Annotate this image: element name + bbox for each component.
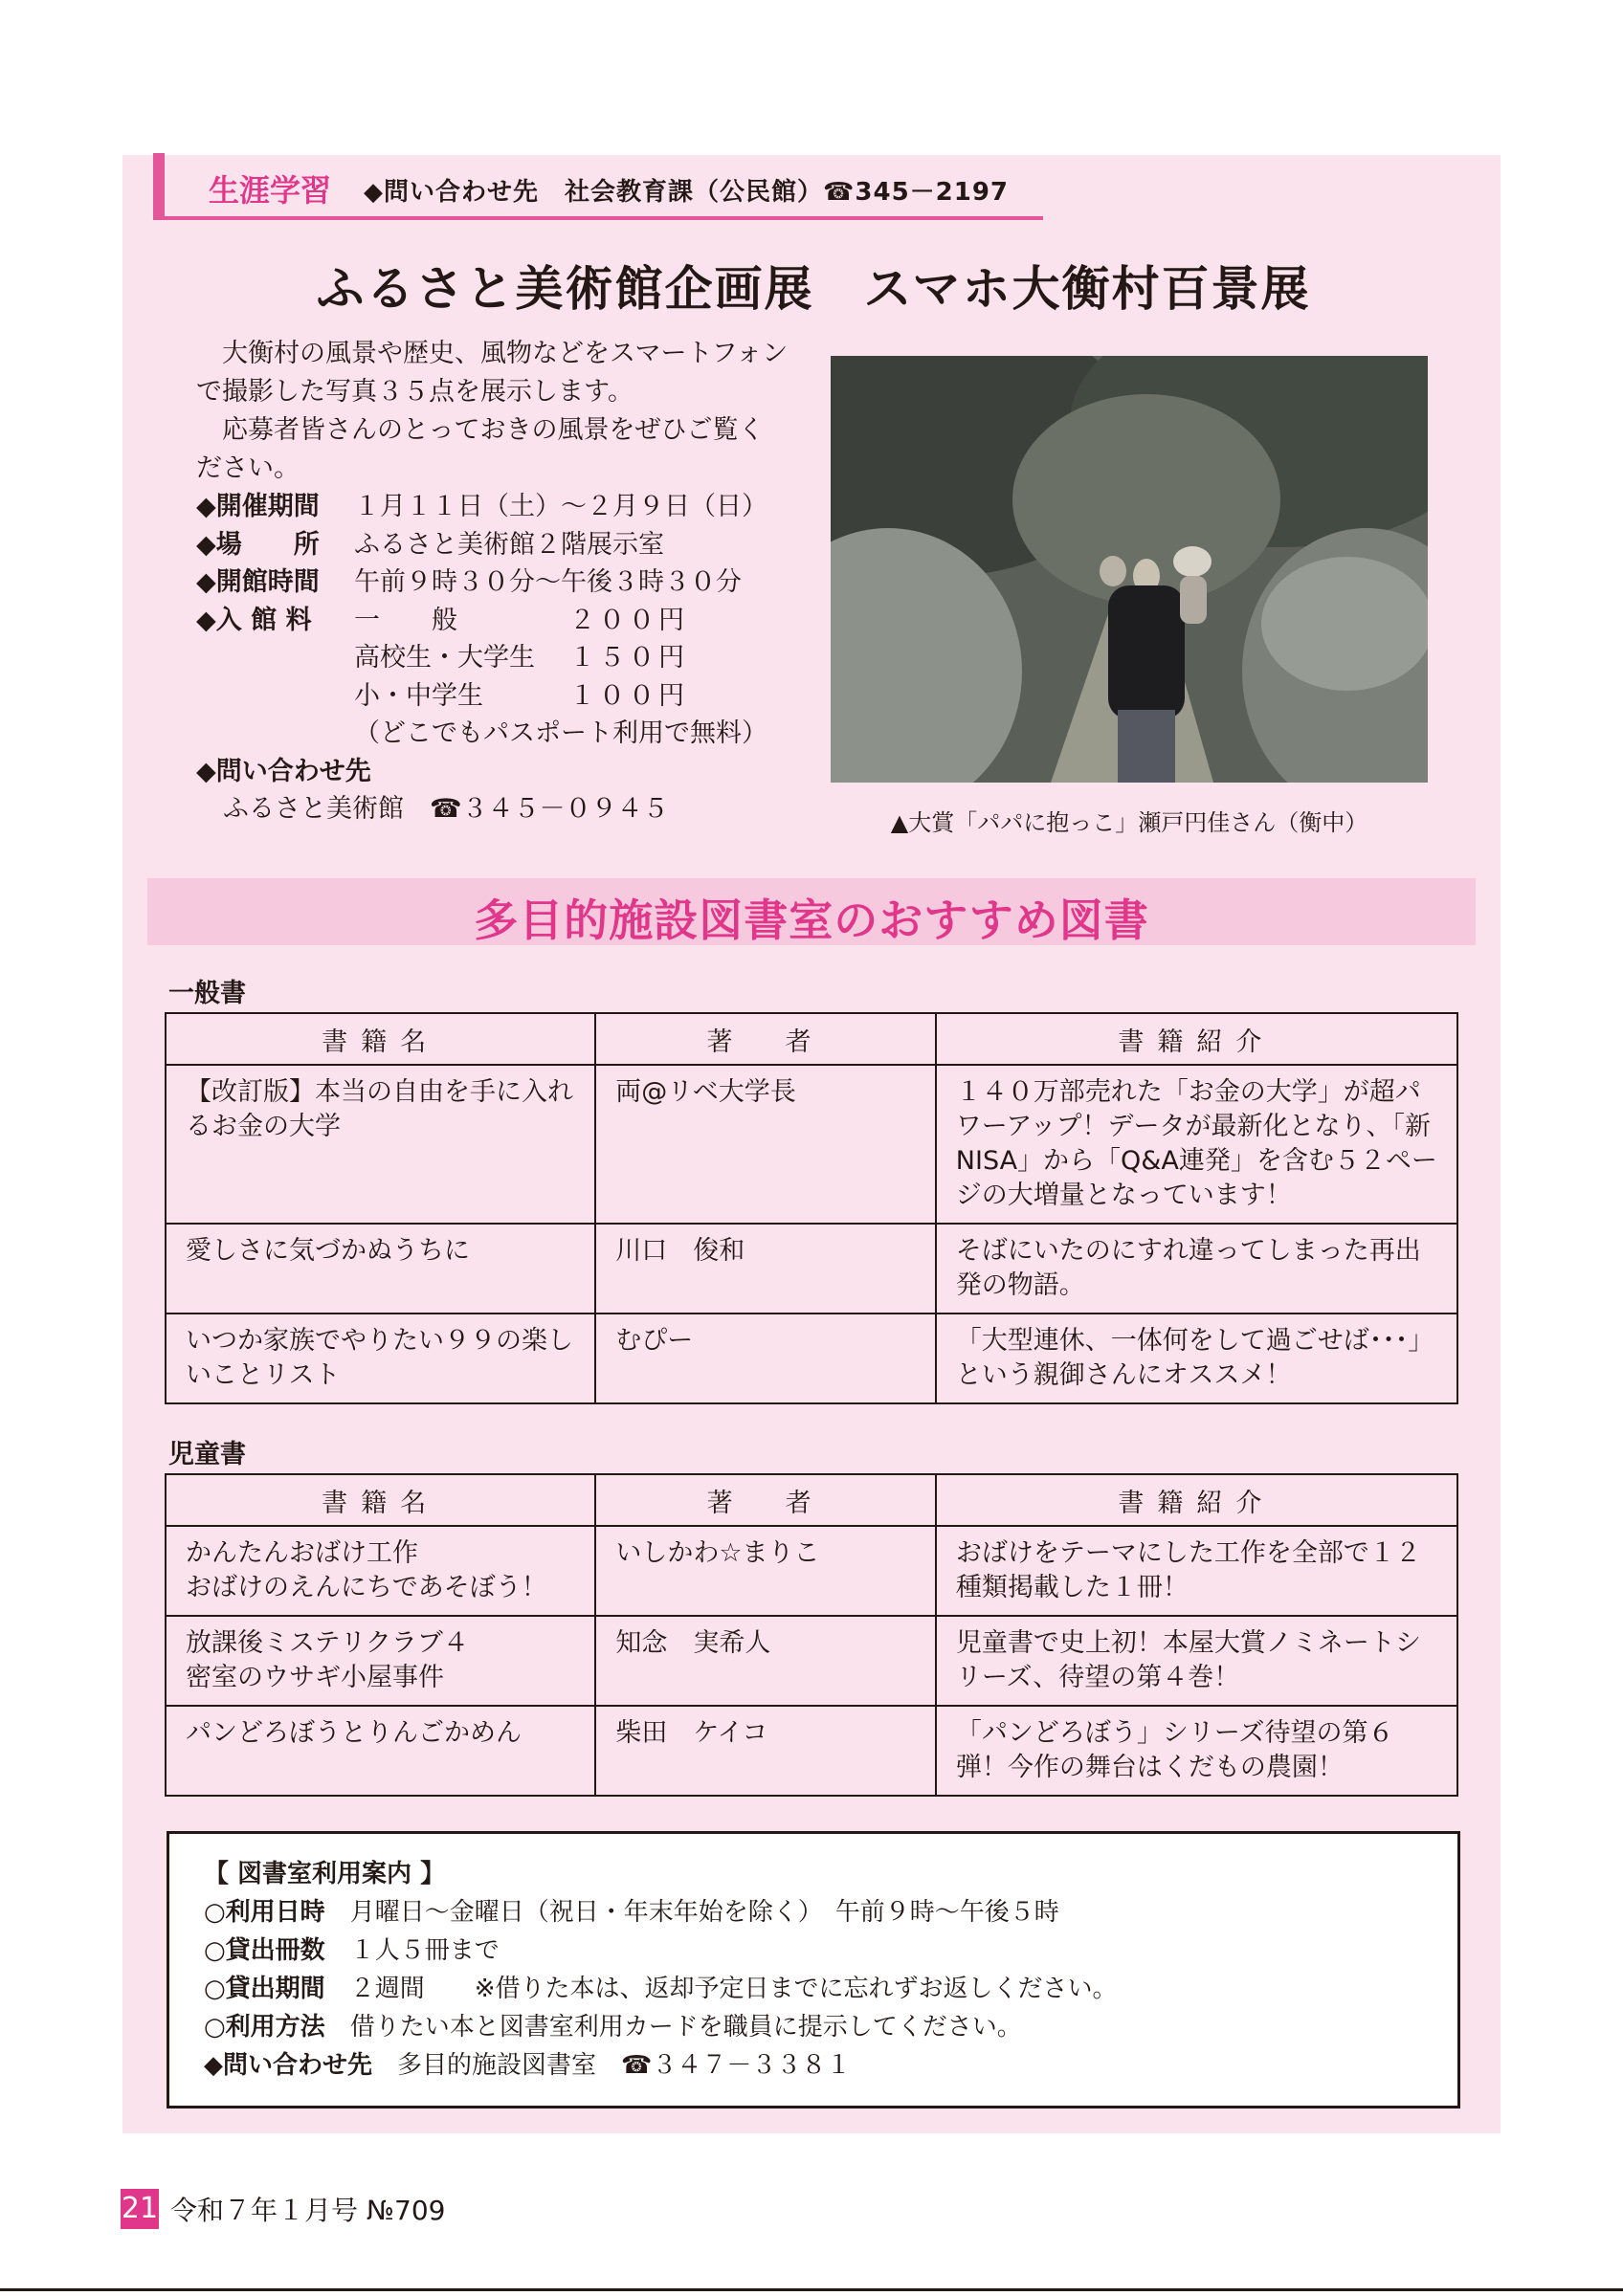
- book-title: かんたんおばけ工作 おばけのえんにちであそぼう！: [166, 1526, 595, 1616]
- intro-paragraph-1: 大衡村の風景や歴史、風物などをスマートフォンで撮影した写真３５点を展示します。: [196, 339, 789, 407]
- period-value: １月１１日（土）～２月９日（日）: [354, 492, 767, 521]
- guide-contact-value: 多目的施設図書室 ☎３４７－３３８１: [397, 2051, 852, 2080]
- exhibit-info: [196, 488, 809, 828]
- library-banner: [147, 878, 1476, 945]
- book-author: 知念 実希人: [595, 1616, 936, 1706]
- fee-row-3: [196, 677, 809, 716]
- exhibit-contact-value: ふるさと美術館 ☎３４５－０９４５: [223, 794, 669, 824]
- book-author: 川口 俊和: [595, 1224, 935, 1314]
- book-title: 愛しさに気づかぬうちに: [166, 1224, 595, 1314]
- section-tag: 生涯学習: [209, 172, 332, 209]
- guide-method-value: 借りたい本と図書室利用カードを職員に提示してください。: [349, 2013, 1022, 2042]
- fee-who: 高校生・大学生: [354, 643, 535, 673]
- period-row: [196, 488, 809, 526]
- photo-caption: ▲大賞「パパに抱っこ」瀬戸円佳さん（衡中）: [890, 809, 1368, 836]
- book-description: 児童書で史上初！本屋大賞ノミネートシリーズ、待望の第４巻！: [936, 1616, 1457, 1706]
- guide-period-value: ２週間 ※借りた本は、返却予定日までに忘れずお返しください。: [349, 1975, 1118, 2003]
- library-guide-box: [167, 1831, 1460, 2108]
- book-description: 「大型連休、一体何をして過ごせば･･･」という親御さんにオススメ！: [936, 1314, 1457, 1403]
- hours-label: ◆開館時間: [196, 567, 320, 597]
- fee-price: ２００円: [569, 605, 688, 635]
- children-books-heading: 児童書: [168, 1440, 246, 1469]
- intro-paragraph-2: 応募者皆さんのとっておきの風景をぜひご覧ください。: [196, 415, 765, 483]
- book-title: 放課後ミステリクラブ４ 密室のウサギ小屋事件: [166, 1616, 595, 1706]
- fee-row: [196, 602, 809, 640]
- guide-limit-row: [204, 1932, 1118, 1970]
- fee-note: （どこでもパスポート利用で無料）: [354, 718, 767, 748]
- guide-limit-value: １人５冊まで: [349, 1936, 500, 1965]
- page-number: 21: [121, 2189, 159, 2229]
- book-author: むぴー: [595, 1314, 935, 1403]
- table-row: [166, 1314, 1457, 1403]
- bottom-rule: [0, 2288, 1623, 2291]
- guide-method-row: [204, 2008, 1118, 2046]
- hours-value: 午前９時３０分～午後３時３０分: [354, 567, 742, 597]
- column-header-title: 書籍名: [166, 1013, 595, 1065]
- guide-days-label: ○利用日時: [204, 1898, 325, 1927]
- guide-period-label: ○貸出期間: [204, 1975, 325, 2003]
- fee-label: ◆入 館 料: [196, 605, 312, 635]
- book-author: いしかわ☆まりこ: [595, 1526, 936, 1616]
- section-accent-bar: [153, 153, 165, 220]
- place-value: ふるさと美術館２階展示室: [354, 529, 664, 560]
- guide-method-label: ○利用方法: [204, 2013, 325, 2042]
- guide-period-row: [204, 1970, 1118, 2008]
- book-description: １４０万部売れた「お金の大学」が超パワーアップ！データが最新化となり、「新NISA」から「Q&A連発」を含む５２ページの大増量となっています！: [936, 1065, 1457, 1224]
- exhibit-contact-label: ◆問い合わせ先: [196, 756, 371, 786]
- table-row: [166, 1526, 1457, 1616]
- fee-price: １００円: [569, 680, 688, 711]
- section-header: [153, 153, 1043, 220]
- section-underline: [153, 216, 1043, 220]
- award-photo-image: [831, 356, 1428, 783]
- place-label: ◆場 所: [196, 529, 320, 560]
- guide-contact-row: [204, 2046, 1118, 2085]
- award-photo: [831, 356, 1428, 783]
- guide-days-value: 月曜日～金曜日（祝日・年末年始を除く） 午前９時～午後５時: [349, 1898, 1059, 1927]
- hours-row: [196, 563, 809, 602]
- column-header-description: 書籍紹介: [936, 1474, 1457, 1526]
- table-row: [166, 1224, 1457, 1314]
- table-row: [166, 1065, 1457, 1224]
- column-header-title: 書籍名: [166, 1474, 595, 1526]
- book-title: いつか家族でやりたい９９の楽しいことリスト: [166, 1314, 595, 1403]
- book-title: 【改訂版】本当の自由を手に入れるお金の大学: [166, 1065, 595, 1224]
- general-books-heading: 一般書: [168, 979, 246, 1008]
- library-banner-title: 多目的施設図書室のおすすめ図書: [474, 894, 1149, 946]
- guide-days-row: [204, 1893, 1118, 1932]
- fee-who: 小・中学生: [354, 680, 483, 711]
- fee-price: １５０円: [569, 643, 688, 673]
- fee-row-2: [196, 639, 809, 677]
- issue-label: 令和７年１月号 №709: [170, 2195, 446, 2226]
- exhibit-intro: [196, 335, 789, 488]
- guide-limit-label: ○貸出冊数: [204, 1936, 325, 1965]
- column-header-description: 書籍紹介: [936, 1013, 1457, 1065]
- table-row: [166, 1706, 1457, 1796]
- exhibit-title: ふるさと美術館企画展 スマホ大衡村百景展: [316, 261, 1311, 317]
- general-books-table: [165, 1012, 1458, 1404]
- fee-who: 一 般: [354, 605, 457, 635]
- section-contact: ◆問い合わせ先 社会教育課（公民館）☎345－2197: [364, 178, 1010, 207]
- period-label: ◆開催期間: [196, 492, 320, 521]
- page-footer: [121, 2189, 445, 2229]
- book-description: 「パンどろぼう」シリーズ待望の第６弾！今作の舞台はくだもの農園！: [936, 1706, 1457, 1796]
- children-books-table: [165, 1473, 1458, 1797]
- column-header-author: 著 者: [595, 1013, 935, 1065]
- book-description: おばけをテーマにした工作を全部で１２種類掲載した１冊！: [936, 1526, 1457, 1616]
- book-description: そばにいたのにすれ違ってしまった再出発の物語。: [936, 1224, 1457, 1314]
- column-header-author: 著 者: [595, 1474, 936, 1526]
- book-author: 両@リベ大学長: [595, 1065, 935, 1224]
- guide-contact-label: ◆問い合わせ先: [204, 2051, 372, 2080]
- place-row: [196, 526, 809, 564]
- table-row: [166, 1616, 1457, 1706]
- book-author: 柴田 ケイコ: [595, 1706, 936, 1796]
- guide-title: 【 図書室利用案内 】: [204, 1860, 446, 1888]
- table-header-row: [166, 1013, 1457, 1065]
- table-header-row: [166, 1474, 1457, 1526]
- book-title: パンどろぼうとりんごかめん: [166, 1706, 595, 1796]
